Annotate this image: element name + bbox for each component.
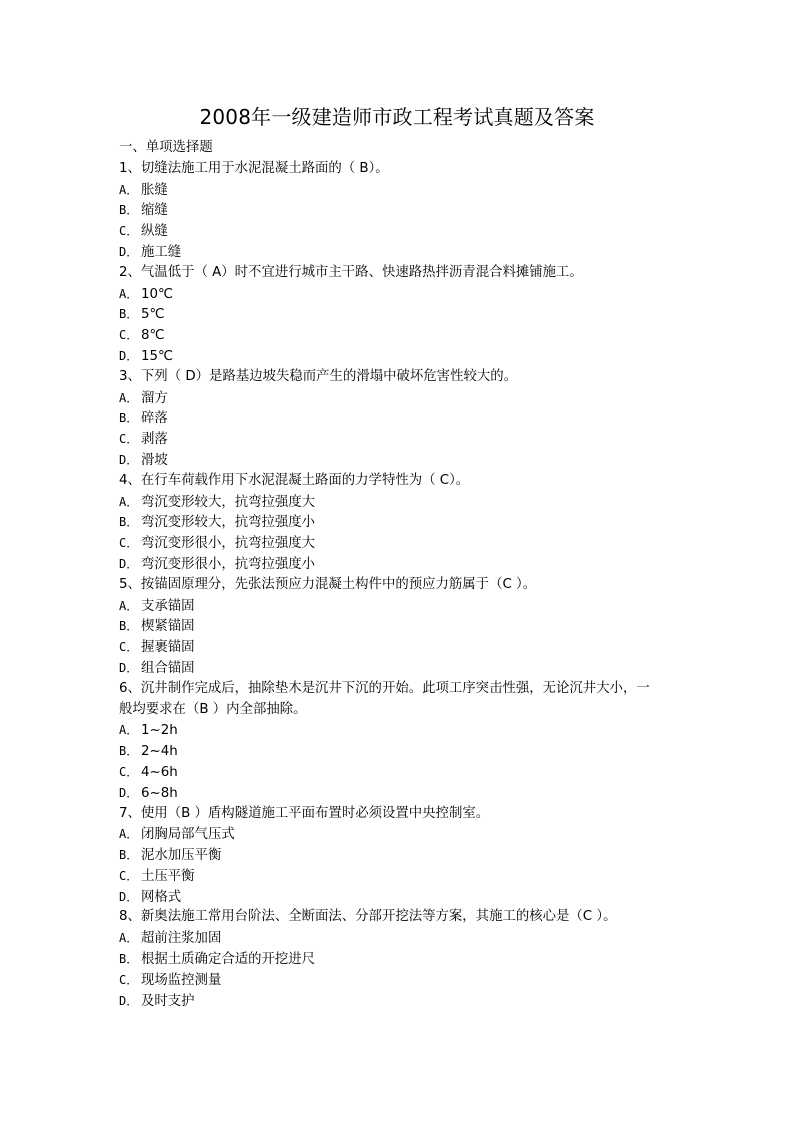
option-letter: B． <box>119 952 139 967</box>
answer-option <box>119 991 679 1012</box>
answer-option <box>119 949 679 970</box>
question-stem: 3、下列（ D）是路基边坡失稳而产生的滑塌中破坏危害性较大的。 <box>119 368 518 384</box>
option-letter: B． <box>119 744 139 759</box>
option-letter: C． <box>119 432 139 447</box>
answer-option <box>119 200 679 221</box>
answer-option <box>119 928 679 949</box>
option-letter: D． <box>119 348 139 363</box>
question-stem: 7、使用（B ）盾构隧道施工平面布置时必须设置中央控制室。 <box>119 805 490 821</box>
option-letter: C． <box>119 224 139 239</box>
option-text: 组合锚固 <box>141 660 195 676</box>
question-stem-line2: 般均要求在（B ）内全部抽除。 <box>119 701 307 717</box>
answer-option <box>119 325 679 346</box>
option-letter: B． <box>119 411 139 426</box>
option-text: 施工缝 <box>141 244 182 260</box>
question-stem: 8、新奥法施工常用台阶法、全断面法、分部开挖法等方案，其施工的核心是（C ）。 <box>119 909 617 925</box>
option-letter: C． <box>119 972 139 987</box>
option-text: 楔紧锚固 <box>141 619 195 635</box>
answer-option <box>119 720 679 741</box>
option-text: 碎落 <box>141 411 168 427</box>
answer-option <box>119 866 679 887</box>
answer-option <box>119 533 679 554</box>
option-text: 剥落 <box>141 432 168 448</box>
option-letter: C． <box>119 328 139 343</box>
option-text: 握裹锚固 <box>141 640 195 656</box>
option-letter: B． <box>119 515 139 530</box>
option-text: 10℃ <box>141 286 174 302</box>
option-letter: C． <box>119 868 139 883</box>
option-letter: C． <box>119 536 139 551</box>
option-letter: A． <box>119 182 139 197</box>
option-letter: D． <box>119 556 139 571</box>
question-stem: 5、按锚固原理分，先张法预应力混凝土构件中的预应力筋属于（C ）。 <box>119 576 537 592</box>
option-text: 滑坡 <box>141 452 168 468</box>
option-letter: D． <box>119 452 139 467</box>
answer-option <box>119 221 679 242</box>
answer-option <box>119 762 679 783</box>
option-letter: A． <box>119 494 139 509</box>
answer-option <box>119 450 679 471</box>
option-text: 弯沉变形很小，抗弯拉强度大 <box>141 536 316 552</box>
option-letter: D． <box>119 785 139 800</box>
option-text: 溜方 <box>141 390 168 406</box>
option-text: 超前注浆加固 <box>141 931 222 947</box>
answer-option <box>119 783 679 804</box>
option-text: 网格式 <box>141 889 182 905</box>
answer-option <box>119 492 679 513</box>
answer-option <box>119 304 679 325</box>
option-letter: A． <box>119 723 139 738</box>
option-letter: C． <box>119 640 139 655</box>
answer-option <box>119 845 679 866</box>
answer-option <box>119 388 679 409</box>
option-text: 5℃ <box>141 307 165 323</box>
option-text: 弯沉变形较大，抗弯拉强度小 <box>141 515 316 531</box>
answer-option <box>119 408 679 429</box>
option-text: 土压平衡 <box>141 868 195 884</box>
option-text: 8℃ <box>141 328 165 344</box>
answer-option <box>119 429 679 450</box>
answer-option <box>119 658 679 679</box>
option-letter: C． <box>119 764 139 779</box>
option-text: 纵缝 <box>141 224 168 240</box>
option-text: 支承锚固 <box>141 598 195 614</box>
option-letter: A． <box>119 931 139 946</box>
option-text: 弯沉变形较大，抗弯拉强度大 <box>141 494 316 510</box>
document-title: 2008年一级建造师市政工程考试真题及答案 <box>199 105 595 129</box>
answer-option <box>119 637 679 658</box>
answer-option <box>119 346 679 367</box>
option-letter: B． <box>119 619 139 634</box>
question-stem-line1: 6、沉井制作完成后，抽除垫木是沉井下沉的开始。此项工序突击性强，无论沉井大小，一 <box>119 680 650 696</box>
option-text: 1~2h <box>141 723 178 739</box>
answer-option <box>119 887 679 908</box>
option-text: 2~4h <box>141 744 178 760</box>
answer-option <box>119 242 679 263</box>
answer-option <box>119 970 679 991</box>
answer-option <box>119 596 679 617</box>
question-stem: 4、在行车荷载作用下水泥混凝土路面的力学特性为（ C）。 <box>119 472 470 488</box>
option-text: 闭胸局部气压式 <box>141 827 235 843</box>
option-letter: D． <box>119 244 139 259</box>
option-letter: D． <box>119 993 139 1008</box>
option-text: 胀缝 <box>141 182 168 198</box>
option-text: 缩缝 <box>141 203 168 219</box>
option-text: 15℃ <box>141 348 174 364</box>
question-stem: 2、气温低于（ A）时不宜进行城市主干路、快速路热拌沥青混合料摊铺施工。 <box>119 264 583 280</box>
answer-option <box>119 554 679 575</box>
option-letter: B． <box>119 203 139 218</box>
option-letter: B． <box>119 848 139 863</box>
option-letter: B． <box>119 307 139 322</box>
option-text: 根据土质确定合适的开挖进尺 <box>141 952 316 968</box>
option-letter: D． <box>119 660 139 675</box>
answer-option <box>119 741 679 762</box>
answer-option <box>119 512 679 533</box>
document-body <box>119 138 679 1011</box>
answer-option <box>119 824 679 845</box>
option-text: 4~6h <box>141 764 178 780</box>
answer-option <box>119 180 679 201</box>
answer-option <box>119 616 679 637</box>
option-letter: D． <box>119 889 139 904</box>
option-text: 6~8h <box>141 785 178 801</box>
option-text: 泥水加压平衡 <box>141 848 222 864</box>
section-heading: 一、单项选择题 <box>119 140 213 155</box>
option-letter: A． <box>119 390 139 405</box>
answer-option <box>119 284 679 305</box>
option-text: 现场监控测量 <box>141 972 222 988</box>
option-letter: A． <box>119 286 139 301</box>
option-letter: A． <box>119 598 139 613</box>
option-text: 弯沉变形很小，抗弯拉强度小 <box>141 556 316 572</box>
question-stem: 1、切缝法施工用于水泥混凝土路面的（ B）。 <box>119 160 389 176</box>
option-letter: A． <box>119 827 139 842</box>
option-text: 及时支护 <box>141 993 195 1009</box>
